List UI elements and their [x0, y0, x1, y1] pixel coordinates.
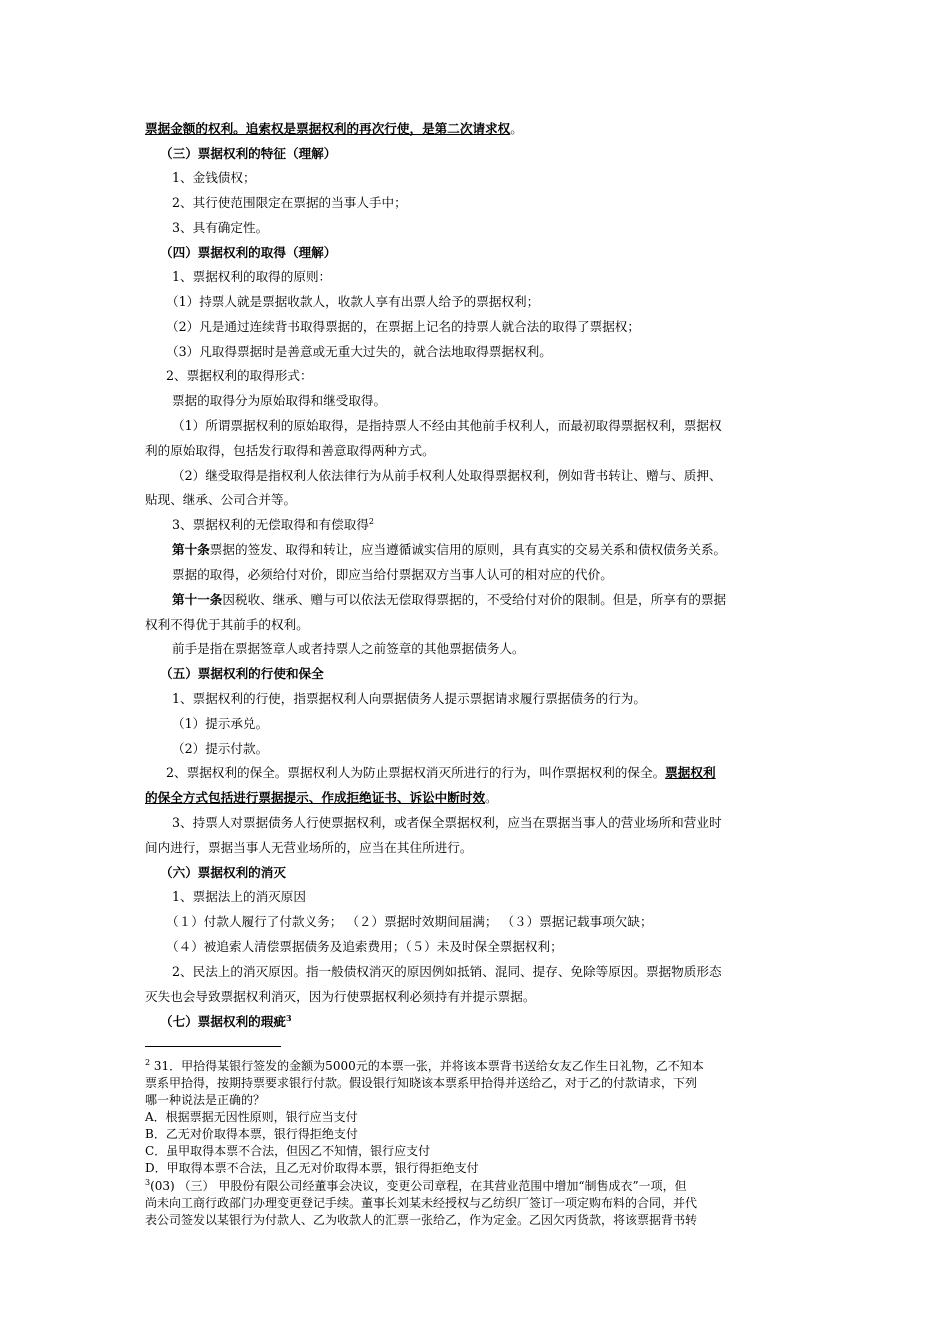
- text-line: （1）所谓票据权利的原始取得，是指持票人不经由其他前手权利人，而最初取得票据权利，票据权: [172, 418, 722, 433]
- text-line: 2、票据权利的取得形式：: [166, 368, 313, 383]
- text-line: 1、票据权利的取得的原则：: [172, 269, 332, 284]
- text-line: （１）付款人履行了付款义务； （２）票据时效期间届满； （３）票据记载事项欠缺；: [166, 914, 653, 929]
- text-line: 第十一条因税收、继承、赠与可以依法无偿取得票据的，不受给付对价的限制。但是，所享有的票据: [172, 592, 727, 607]
- article-label: 第十一条: [172, 592, 223, 607]
- text-line: 前手是指在票据签章人或者持票人之前签章的其他票据债务人。: [172, 641, 525, 656]
- footnote-option: A．根据票据无因性原则，银行应当支付: [145, 1110, 358, 1124]
- footnote-ref[interactable]: 2: [368, 516, 375, 526]
- text-line: 2、其行使范围限定在票据的当事人手中；: [172, 195, 407, 210]
- bold-underlined-text: 票据金额的权利。追索权是票据权利的再次行使，是第二次请求权: [145, 121, 511, 136]
- footnote-option: B．乙无对价取得本票，银行得拒绝支付: [145, 1127, 358, 1141]
- footnote-option: D．甲取得本票不合法，且乙无对价取得本票，银行得拒绝支付: [145, 1161, 479, 1175]
- text-line: （2）继受取得是指权利人依法律行为从前手权利人处取得票据权利，例如背书转让、赠与、质押、: [172, 468, 722, 483]
- text-line: （1）持票人就是票据收款人，收款人享有出票人给予的票据权利；: [166, 294, 540, 309]
- text-line: 3、持票人对票据债务人行使票据权利，或者保全票据权利，应当在票据当事人的营业场所和营业时: [172, 815, 722, 830]
- bold-underlined-text: 的保全方式包括进行票据提示、作成拒绝证书、诉讼中断时效: [145, 790, 486, 805]
- text-line: 贴现、继承、公司合并等。: [145, 492, 297, 507]
- section-heading-6: （六）票据权利的消灭: [160, 865, 286, 880]
- article-label: 第十条: [172, 542, 210, 557]
- text-line: （3）凡取得票据时是善意或无重大过失的，就合法地取得票据权利。: [166, 344, 552, 359]
- text-line: （４）被追索人清偿票据债务及追索费用；（５）未及时保全票据权利；: [166, 939, 563, 954]
- footnote-line: 表公司签发以某银行为付款人、乙为收款人的汇票一张给乙，作为定金。乙因欠丙货款，将该票据背书转: [145, 1213, 698, 1227]
- text-line: 1、票据法上的消灭原因: [172, 889, 306, 904]
- footnote-marker: 2: [145, 1058, 151, 1067]
- text-line: 第十条票据的签发、取得和转让，应当遵循诚实信用的原则，具有真实的交易关系和债权债务关系。: [172, 542, 727, 557]
- text-line: 票据金额的权利。追索权是票据权利的再次行使，是第二次请求权。: [145, 121, 523, 136]
- text-line: 1、票据权利的行使，指票据权利人向票据债务人提示票据请求履行票据债务的行为。: [172, 691, 646, 706]
- text-line: 票据的取得，必须给付对价，即应当给付票据双方当事人认可的相对应的代价。: [172, 567, 613, 582]
- footnote-line: $^2$ 31．甲拾得某银行签发的金额为5000元的本票一张，并将该本票背书送给女友乙作生日礼物，乙不知本: [145, 1058, 704, 1073]
- text-line: 3、具有确定性。: [172, 220, 269, 235]
- text-line: （2）凡是通过连续背书取得票据的，在票据上记名的持票人就合法的取得了票据权；: [166, 319, 640, 334]
- text-line: 票据的取得分为原始取得和继受取得。: [172, 393, 387, 408]
- text-line: （2）提示付款。: [172, 741, 269, 756]
- section-heading-4: （四）票据权利的取得（理解）: [160, 245, 337, 260]
- footnote-marker: 3: [145, 1178, 151, 1187]
- footnote-line: 哪一种说法是正确的？: [145, 1093, 266, 1107]
- text-line: 2、票据权利的保全。票据权利人为防止票据权消灭所进行的行为，叫作票据权利的保全。票据权利: [166, 765, 716, 780]
- text-line: 间内进行，票据当事人无营业场所的，应当在其住所进行。: [145, 840, 473, 855]
- section-heading-3: （三）票据权利的特征（理解）: [160, 146, 337, 161]
- section-heading-7: （七）票据权利的瑕疵$^3$: [160, 1012, 292, 1029]
- text-line: （1）提示承兑。: [172, 716, 269, 731]
- footnote-option: C．虽甲取得本票不合法，但因乙不知情，银行应支付: [145, 1144, 431, 1158]
- text-line: 2、民法上的消灭原因。指一般债权消灭的原因例如抵销、混同、提存、免除等原因。票据物质形态: [172, 964, 722, 979]
- text-line: 利的原始取得，包括发行取得和善意取得两种方式。: [145, 443, 435, 458]
- footnote-line: 尚未向工商行政部门办理变更登记手续。董事长刘某未经授权与乙纺织厂签订一项定购布料的合同，并代: [145, 1196, 698, 1210]
- footnote-line: 票系甲拾得，按期持票要求银行付款。假设银行知晓该本票系甲拾得并送给乙，对于乙的付款请求，下列: [145, 1076, 698, 1090]
- text-line: 的保全方式包括进行票据提示、作成拒绝证书、诉讼中断时效。: [145, 790, 498, 805]
- footnote-separator: [145, 1046, 281, 1047]
- text-line: 权利不得优于其前手的权利。: [145, 617, 309, 632]
- text-line: 灭失也会导致票据权利消灭，因为行使票据权利必须持有并提示票据。: [145, 989, 536, 1004]
- footnote-ref[interactable]: 3: [285, 1012, 292, 1023]
- bold-underlined-text: 票据权利: [665, 765, 716, 780]
- footnote-line: $^3$(03) （三） 甲股份有限公司经董事会决议，变更公司章程，在其营业范围中增加“制售成衣”一项，但: [145, 1178, 687, 1193]
- section-heading-5: （五）票据权利的行使和保全: [160, 666, 324, 681]
- text-line: 3、票据权利的无偿取得和有偿取得$^2$: [172, 516, 375, 532]
- text-line: 1、金钱债权；: [172, 170, 256, 185]
